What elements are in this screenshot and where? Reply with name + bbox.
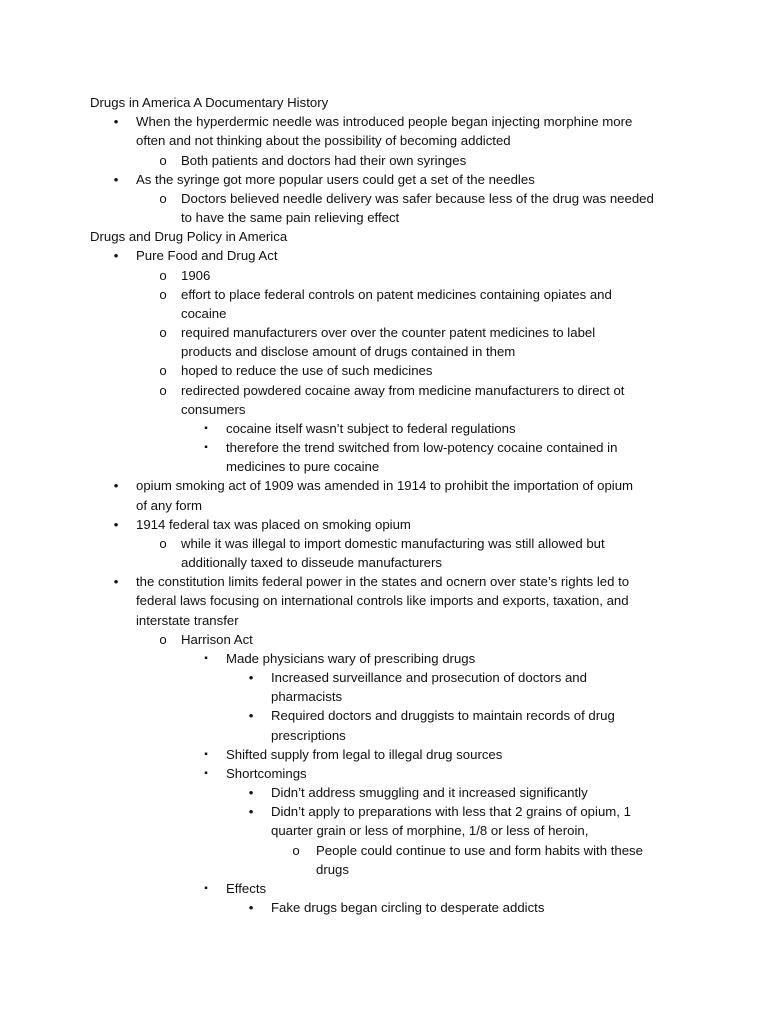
disc-bullet-icon: • [248, 785, 254, 801]
outline-line [0, 802, 768, 821]
line-text: while it was illegal to import domestic manufacturing was still allowed but [181, 535, 605, 551]
line-text: Pure Food and Drug Act [136, 248, 278, 264]
outline-line [0, 879, 768, 898]
line-text: often and not thinking about the possibility of becoming addicted [136, 133, 511, 149]
outline-line [0, 783, 768, 802]
circle-bullet-icon: o [159, 267, 167, 283]
line-text: effort to place federal controls on patent medicines containing opiates and [181, 286, 612, 302]
line-text: Both patients and doctors had their own syringes [181, 152, 467, 168]
outline-line [0, 170, 768, 189]
outline-line [0, 764, 768, 783]
outline-line [0, 112, 768, 131]
outline-line [0, 438, 768, 457]
line-text: People could continue to use and form habits with these [316, 842, 643, 858]
disc-bullet-icon: • [113, 516, 119, 532]
line-text: of any form [136, 497, 202, 513]
square-bullet-icon: ▪ [204, 422, 208, 434]
square-bullet-icon: ▪ [204, 767, 208, 779]
outline-line [0, 572, 768, 591]
outline-line [0, 611, 768, 630]
line-text: additionally taxed to disseude manufacturers [181, 555, 442, 571]
outline-line [0, 400, 768, 419]
outline-line [0, 591, 768, 610]
line-text: Didn’t apply to preparations with less that 2 grains of opium, 1 [271, 804, 631, 820]
outline-line [0, 630, 768, 649]
circle-bullet-icon: o [159, 382, 167, 398]
disc-bullet-icon: • [113, 114, 119, 130]
disc-bullet-icon: • [248, 804, 254, 820]
disc-bullet-icon: • [248, 708, 254, 724]
disc-bullet-icon: • [248, 900, 254, 916]
line-text: the constitution limits federal power in the states and ocnern over state’s rights led to [136, 574, 630, 590]
square-bullet-icon: ▪ [204, 748, 208, 760]
disc-bullet-icon: • [113, 171, 119, 187]
line-text: Effects [226, 880, 267, 896]
line-text: prescriptions [271, 727, 346, 743]
outline-line [0, 457, 768, 476]
disc-bullet-icon: • [113, 574, 119, 590]
outline-line [0, 496, 768, 515]
line-text: Drugs in America A Documentary History [90, 95, 329, 110]
line-text: Drugs and Drug Policy in America [90, 229, 288, 245]
outline-line [0, 323, 768, 342]
line-text: Fake drugs began circling to desperate addicts [271, 900, 545, 916]
line-text: When the hyperdermic needle was introduced people began injecting morphine more [136, 114, 633, 130]
disc-bullet-icon: • [248, 670, 254, 686]
line-text: consumers [181, 401, 246, 417]
line-text: Shortcomings [226, 765, 307, 781]
line-text: medicines to pure cocaine [226, 459, 380, 475]
outline-line [0, 476, 768, 495]
circle-bullet-icon: o [159, 535, 167, 551]
line-text: Required doctors and druggists to maintain records of drug [271, 708, 615, 724]
outline-line [0, 342, 768, 361]
line-text: quarter grain or less of morphine, 1/8 or less of heroin, [271, 823, 589, 839]
line-text: Shifted supply from legal to illegal drug sources [226, 746, 503, 762]
line-text: As the syringe got more popular users could get a set of the needles [136, 171, 535, 187]
disc-bullet-icon: • [113, 478, 119, 494]
outline-line [0, 706, 768, 725]
circle-bullet-icon: o [159, 363, 167, 379]
square-bullet-icon: ▪ [204, 652, 208, 664]
line-text: to have the same pain relieving effect [181, 210, 400, 226]
circle-bullet-icon: o [159, 190, 167, 206]
line-text: hoped to reduce the use of such medicines [181, 363, 433, 379]
square-bullet-icon: ▪ [204, 442, 208, 454]
line-text: Increased surveillance and prosecution of doctors and [271, 670, 587, 686]
line-text: drugs [316, 861, 349, 877]
line-text: cocaine itself wasn’t subject to federal regulations [226, 420, 516, 436]
square-bullet-icon: ▪ [204, 882, 208, 894]
circle-bullet-icon: o [159, 325, 167, 341]
line-text: Didn’t address smuggling and it increased significantly [271, 785, 588, 801]
line-text: pharmacists [271, 689, 343, 705]
line-text: Harrison Act [181, 631, 253, 647]
line-text: therefore the trend switched from low-potency cocaine contained in [226, 440, 618, 456]
outline-line [0, 668, 768, 687]
disc-bullet-icon: • [113, 248, 119, 264]
outline-line [0, 304, 768, 323]
line-text: 1914 federal tax was placed on smoking opium [136, 516, 411, 532]
outline-line [0, 246, 768, 265]
line-text: Made physicians wary of prescribing drugs [226, 650, 476, 666]
line-text: federal laws focusing on international controls like imports and exports, taxation, and [136, 593, 629, 609]
outline-line [0, 534, 768, 553]
outline-line [0, 515, 768, 534]
section-heading [0, 93, 768, 112]
line-text: 1906 [181, 267, 211, 283]
outline-line [0, 285, 768, 304]
line-text: interstate transfer [136, 612, 239, 628]
outline-line [0, 841, 768, 860]
outline-line [0, 266, 768, 285]
line-text: opium smoking act of 1909 was amended in 1914 to prohibit the importation of opium [136, 478, 634, 494]
outline-line [0, 361, 768, 380]
circle-bullet-icon: o [159, 286, 167, 302]
line-text: Doctors believed needle delivery was safer because less of the drug was needed [181, 190, 654, 206]
outline-line [0, 208, 768, 227]
outline-line [0, 898, 768, 917]
outline-line [0, 553, 768, 572]
circle-bullet-icon: o [292, 842, 300, 858]
outline-line [0, 381, 768, 400]
outline-line [0, 419, 768, 438]
section-heading [0, 227, 768, 246]
outline-line [0, 745, 768, 764]
circle-bullet-icon: o [159, 152, 167, 168]
outline-line [0, 131, 768, 150]
outline-line [0, 189, 768, 208]
line-text: cocaine [181, 305, 227, 321]
line-text: required manufacturers over over the counter patent medicines to label [181, 325, 596, 341]
outline-line [0, 726, 768, 745]
line-text: redirected powdered cocaine away from medicine manufacturers to direct ot [181, 382, 625, 398]
outline-line [0, 687, 768, 706]
line-text: products and disclose amount of drugs contained in them [181, 344, 516, 360]
outline-line [0, 821, 768, 840]
outline-line [0, 649, 768, 668]
outline-line [0, 860, 768, 879]
outline-line [0, 151, 768, 170]
circle-bullet-icon: o [159, 631, 167, 647]
